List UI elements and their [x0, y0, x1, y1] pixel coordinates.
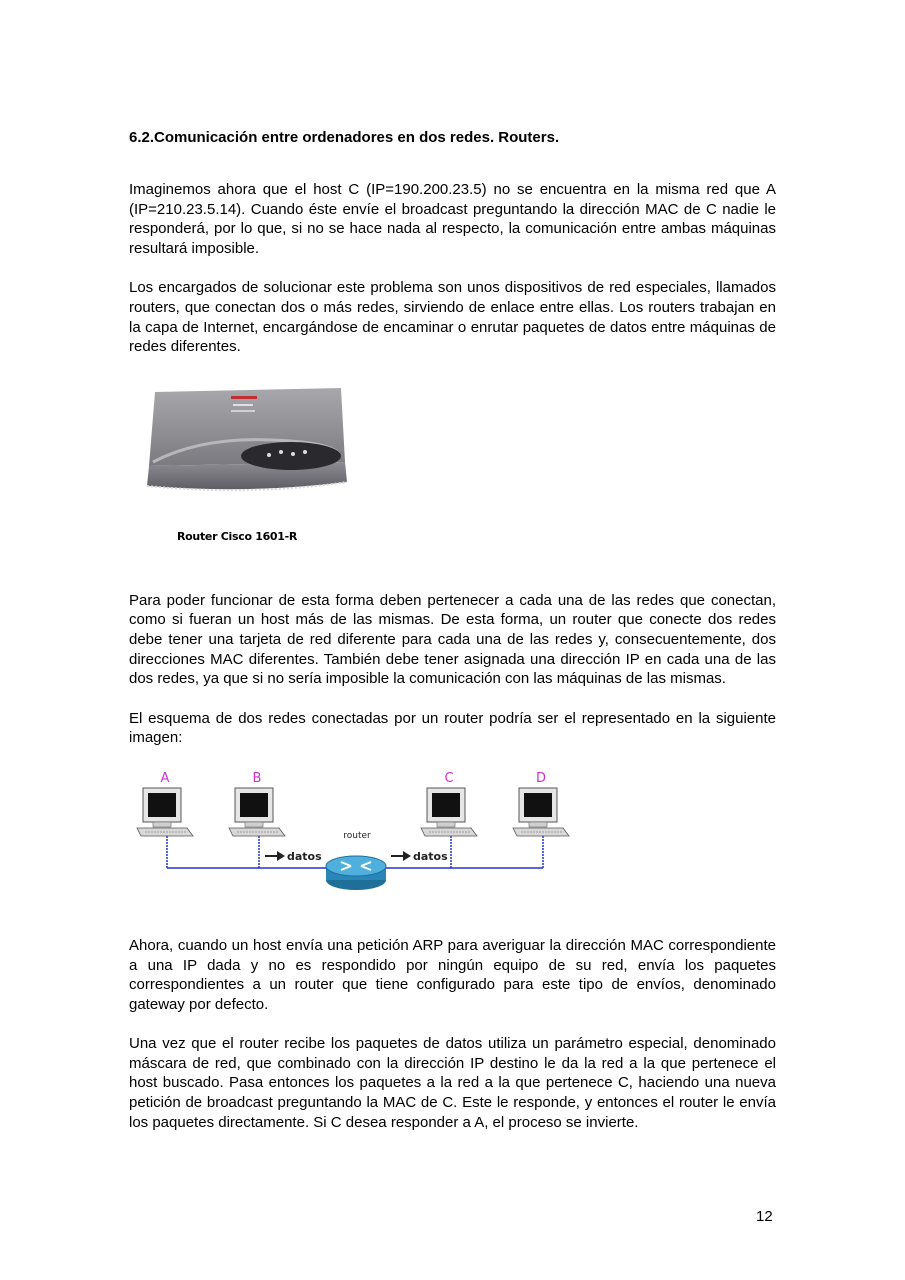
router-caption: Router Cisco 1601-R — [177, 529, 298, 543]
section-heading: 6.2.Comunicación entre ordenadores en dos redes. Routers. — [129, 129, 560, 146]
network-diagram — [129, 770, 776, 900]
paragraph-2: Los encargados de solucionar este problema son unos dispositivos de red especiales, llamados routers, que conectan dos o más redes, sirviendo de enlace entre ellas. Los routers trabajan en la capa de Internet, encargándose de encaminar o enrutar paquetes de datos entre máquinas de redes diferentes. — [129, 279, 776, 356]
router-device-image — [141, 382, 351, 532]
paragraph-3: Para poder funcionar de esta forma deben pertenecer a cada una de las redes que conectan, como si fueran un host más de las mismas. De esta forma, un router que conecte dos redes debe tener una tarjeta de red diferente para cada una de las redes y, consecuentemente, dos direcciones MAC diferentes. También debe tener asignada una dirección IP en cada una de las dos redes, ya que si no sería imposible la comunicación con las máquinas de las mismas. — [129, 591, 776, 688]
flow-label-left: datos — [287, 849, 322, 863]
arrow-icon-left — [265, 851, 285, 861]
computer-icon-c — [421, 788, 477, 836]
router-icon — [326, 856, 386, 890]
computer-icon-b — [229, 788, 285, 836]
router-label: router — [343, 830, 371, 841]
host-label-a: A — [160, 770, 170, 786]
host-label-c: C — [444, 770, 454, 786]
paragraph-1: Imaginemos ahora que el host C (IP=190.200.23.5) no se encuentra en la misma red que A (IP=210.23.5.14). Cuando éste envíe el broadcast preguntando la dirección MAC de C nadie le responderá, por lo que, si no se hace nada al respecto, la comunicación entre ambas máquinas resultará imposible. — [129, 181, 776, 257]
computer-icon-d — [513, 788, 569, 836]
host-label-d: D — [535, 770, 547, 786]
flow-label-right: datos — [413, 849, 448, 863]
computer-icon-a — [137, 788, 193, 836]
network-diagram-svg — [135, 770, 585, 900]
page-number: 12 — [756, 1208, 773, 1225]
paragraph-4: El esquema de dos redes conectadas por un router podría ser el representado en la siguiente imagen: — [129, 709, 776, 747]
arrow-icon-right — [391, 851, 411, 861]
page-content — [129, 128, 776, 1132]
host-label-b: B — [252, 770, 262, 786]
paragraph-5: Ahora, cuando un host envía una petición ARP para averiguar la dirección MAC correspondiente a una IP dada y no es respondido por ningún equipo de su red, envía los paquetes correspondientes a un router que tiene configurado para este tipo de envíos, denominado gateway por defecto. — [129, 936, 776, 1013]
paragraph-6: Una vez que el router recibe los paquetes de datos utiliza un parámetro especial, denominado máscara de red, que combinado con la dirección IP destino le da la red a la que pertenece el host buscado. Pasa entonces los paquetes a la red a la que pertenece C, haciendo una nueva petición de broadcast preguntando la MAC de C. Este le responde, y entonces el router le envía los paquetes directamente. Si C desea responder a A, el proceso se invierte. — [129, 1035, 776, 1131]
router-photo — [129, 382, 776, 570]
